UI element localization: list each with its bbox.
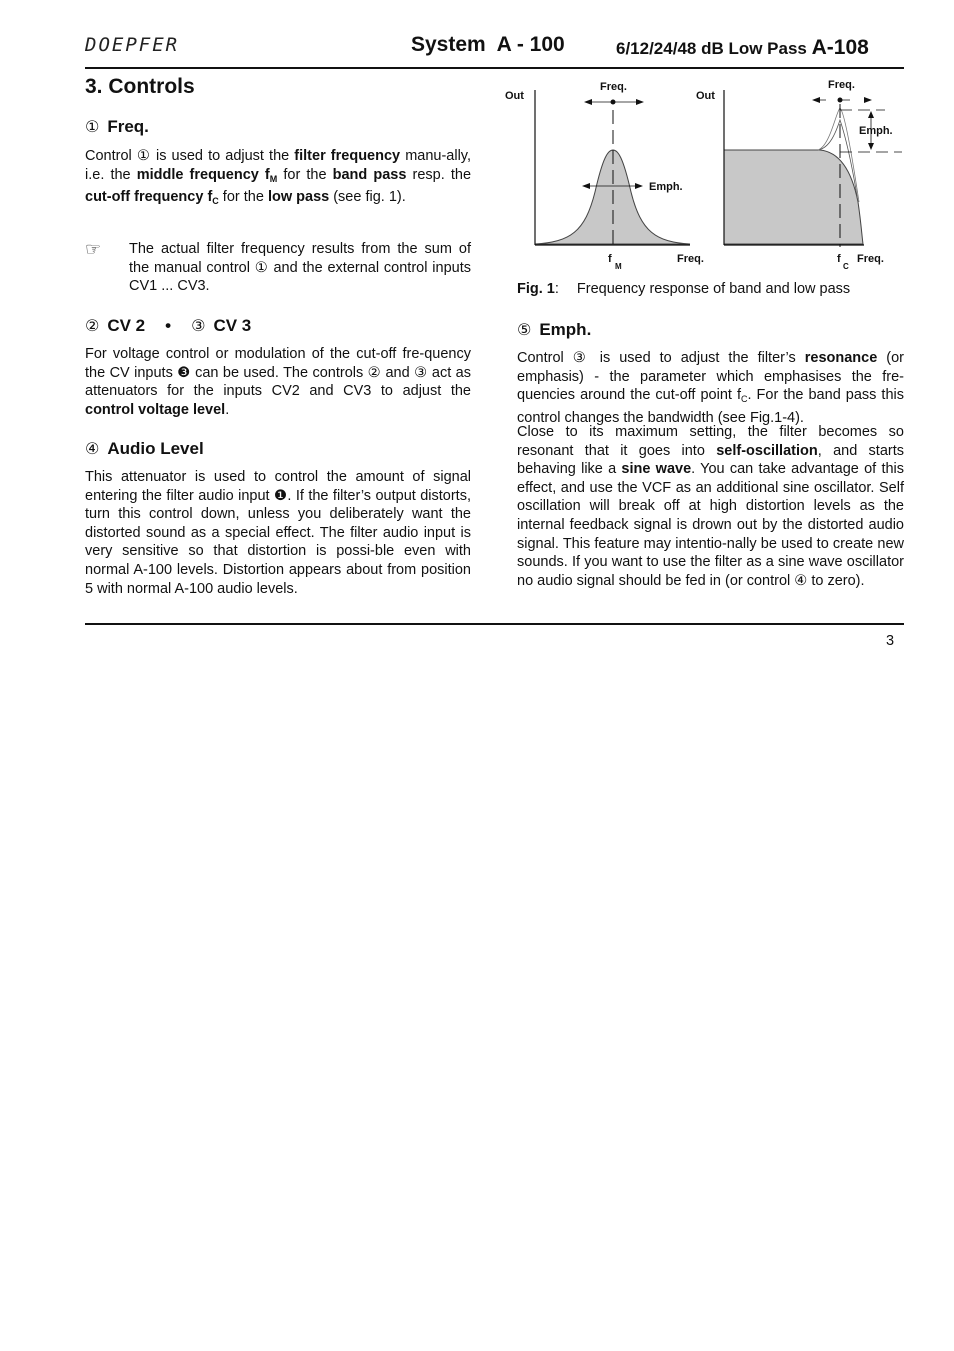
emph-bold-1: resonance [804,350,878,366]
cv3-heading-label: CV 3 [213,316,252,335]
audio-heading [85,439,204,459]
lowpass-emph-label: Emph. [859,125,893,137]
emph-bold-3: sine wave [621,461,692,478]
emph-bold-2: self-oscillation [716,442,818,459]
freq-heading [85,117,149,137]
lowpass-fc-sub: C [843,262,849,271]
cv-paragraph [85,345,471,419]
freq-bold-1: filter frequency [294,148,401,164]
cv2-heading-label: CV 2 [107,316,146,335]
bandpass-diagram [505,81,704,271]
emph-text-2-sub: C [740,394,748,405]
bandpass-out-label: Out [505,90,524,102]
product-title [616,36,869,60]
emph-heading [517,320,591,340]
bandpass-freq-top-label: Freq. [600,81,627,93]
figure-caption-colon: : [554,281,559,297]
cv-text-1: For voltage control or modulation of the cut-off fre-quency the CV inputs ❸ can be used. The controls ② and ③ act as attenuators for the inputs CV2 and CV3 to adjust the [85,346,471,400]
freq-text-7: (see fig. 1). [329,189,406,206]
product-code: A-108 [811,36,869,59]
emph-text-2: (or emphasis) - the parameter which emphasises the fre-quencies around the cut-off point f [517,350,905,404]
emph-text-4: Close to its maximum setting, the filter becomes so resonant that it goes into [517,424,904,459]
freq-text-5: resp. the [406,166,472,183]
emph-paragraph-2 [517,423,904,590]
freq-heading-label: Freq. [107,117,149,136]
emph-symbol: ⑤ [517,322,532,339]
freq-bold-2-sub: M [269,173,278,184]
bandpass-fm-sub: M [615,262,622,271]
freq-note: The actual filter frequency results from the sum of the manual control ① and the external control inputs CV1 ... CV3. [129,241,471,295]
freq-bold-2: middle frequency f [136,166,270,183]
freq-bold-4-sub: C [212,196,219,207]
pointing-hand-icon: ☞ [85,239,102,259]
freq-symbol: ① [85,119,100,136]
bandpass-fm-label: f [608,253,612,265]
freq-bold-5: low pass [267,189,330,206]
lowpass-freq-axis-label: Freq. [857,253,884,265]
emph-text-6: . You can take advantage of this effect, and use the VCF as an additional sine oscillator. Self oscillation will break off at high distortion levels as the internal feedback signal is drown out by the distorted audio signal. This feature may intentio-nally be used to create new sounds. If you want to use the filter as a sine wave oscillator no audio signal should be fed in (or control ④ to zero). [517,461,905,589]
emph-text-5: , and starts behaving like a [517,442,905,478]
emph-paragraph-1 [517,349,904,427]
system-title: System A - 100 [411,33,565,56]
product-prefix: 6/12/24/48 dB Low Pass [616,39,812,58]
freq-paragraph [85,147,471,211]
cv-bullet: • [165,316,172,335]
lowpass-diagram [696,79,902,271]
emph-text-3: . For the band pass this control changes the bandwidth (see Fig.1-4). [517,387,904,426]
frequency-response-figure [500,72,910,280]
cv-heading [85,316,251,336]
freq-bold-3: band pass [332,166,407,183]
freq-text-6: for the [218,189,268,206]
audio-paragraph: This attenuator is used to control the amount of signal entering the filter audio input ❶. If the filter’s output distorts, turn this control down, unless you deliberately want the distorted sound as a special effect. The filter audio input is very sensitive so that distortion is possi-ble even with normal A-100 levels. Distortion appears about from position 5 with normal A-100 audio levels. [85,469,471,597]
figure-caption-label-text: Fig. 1 [517,281,555,297]
lowpass-out-label: Out [696,90,715,102]
freq-bold-4: cut-off frequency f [85,189,213,206]
lowpass-freq-top-label: Freq. [828,79,855,91]
doepfer-logo: DOEPFER [85,34,180,56]
lowpass-curve [724,150,863,244]
section-title: 3. Controls [85,75,195,98]
freq-text-3: manu-ally, i.e. the [85,148,472,183]
header-rule [85,67,904,69]
cv-bold-1: control voltage level [85,401,226,418]
cv-text-2: . [225,401,230,418]
freq-text-1: Control [85,148,137,164]
lowpass-fc-label: f [837,253,841,265]
figure-caption-label [517,281,559,297]
emph-heading-label: Emph. [539,320,592,339]
audio-symbol: ④ [85,441,100,458]
figure-caption-text: Frequency response of band and low pass [576,281,851,297]
freq-text-2: ① is used to adjust the [136,148,295,164]
cv3-symbol: ③ [191,318,206,335]
bandpass-freq-axis-label: Freq. [677,253,704,265]
freq-text-4: for the [277,166,333,183]
bandpass-emph-label: Emph. [649,181,683,193]
footer-rule [85,623,904,625]
emph-text-1: Control ③ is used to adjust the filter’s [517,350,805,366]
cv2-symbol: ② [85,318,100,335]
audio-heading-label: Audio Level [107,439,204,458]
page-number: 3 [886,633,895,649]
figure-caption [517,281,850,297]
